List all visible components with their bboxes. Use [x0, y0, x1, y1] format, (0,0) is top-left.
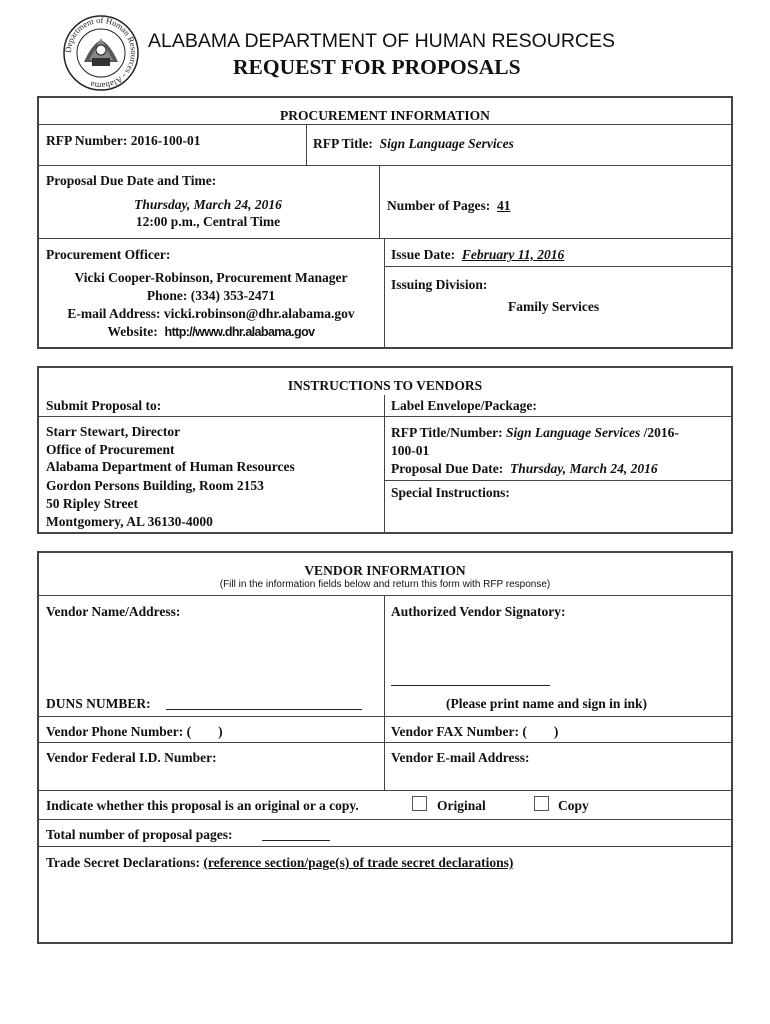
original-label: Original: [437, 798, 486, 813]
issue-date: February 11, 2016: [461, 247, 565, 262]
page-count: 41: [496, 198, 511, 213]
due-date-label: Proposal Due Date and Time:: [46, 173, 217, 188]
trade-secret-reference: (reference section/page(s) of trade secret declarations): [203, 855, 514, 870]
instructions-due-date: Proposal Due Date: Thursday, March 24, 2016: [391, 461, 658, 476]
agency-name: ALABAMA DEPARTMENT OF HUMAN RESOURCES: [148, 30, 616, 52]
due-time: 12:00 p.m., Central Time: [135, 214, 281, 229]
document-title: REQUEST FOR PROPOSALS: [233, 55, 521, 79]
address-line-2: Office of Procurement: [46, 442, 175, 457]
duns-input-line[interactable]: [166, 709, 362, 710]
duns-label: DUNS NUMBER:: [46, 696, 151, 711]
vendor-subheading: (Fill in the information fields below and return this form with RFP response): [219, 579, 551, 590]
address-line-5: 50 Ripley Street: [46, 496, 138, 511]
instructions-heading: INSTRUCTIONS TO VENDORS: [287, 378, 483, 393]
vendor-name-address-label: Vendor Name/Address:: [46, 604, 181, 619]
print-name-note: (Please print name and sign in ink): [446, 696, 648, 711]
pages-row: Number of Pages: 41: [387, 198, 511, 213]
website-link[interactable]: http://www.dhr.alabama.gov: [164, 325, 315, 339]
website-row: Website: http://www.dhr.alabama.gov: [107, 324, 315, 339]
vendor-fax-label[interactable]: Vendor FAX Number: ( ): [391, 724, 559, 739]
vendor-phone-label[interactable]: Vendor Phone Number: ( ): [46, 724, 223, 739]
rfp-number-label: RFP Number: 2016-100-01: [46, 133, 201, 148]
copy-label: Copy: [558, 798, 589, 813]
issuing-division: Family Services: [508, 299, 600, 314]
procurement-heading: PROCUREMENT INFORMATION: [280, 108, 490, 123]
address-line-1: Starr Stewart, Director: [46, 424, 181, 439]
submit-label: Submit Proposal to:: [46, 398, 162, 413]
address-line-3: Alabama Department of Human Resources: [46, 459, 295, 474]
authorized-signatory-label: Authorized Vendor Signatory:: [391, 604, 566, 619]
rfp-title: Sign Language Services: [379, 136, 514, 151]
officer-label: Procurement Officer:: [46, 247, 171, 262]
officer-email: E-mail Address: vicki.robinson@dhr.alabama.gov: [67, 306, 355, 321]
trade-secret-row: Trade Secret Declarations: (reference section/page(s) of trade secret declarations): [46, 855, 514, 870]
svg-text:Department of Human Resources: Department of Human Resources - Alabama: [62, 14, 140, 92]
rfp-title-number: RFP Title/Number: Sign Language Services /2016-: [391, 425, 679, 440]
vendor-heading: VENDOR INFORMATION: [304, 563, 466, 578]
issuing-division-label: Issuing Division:: [391, 277, 488, 292]
rfp-number: 2016-100-01: [130, 133, 201, 148]
original-checkbox[interactable]: [412, 796, 427, 811]
issue-date-row: Issue Date: February 11, 2016: [391, 247, 565, 262]
signatory-line[interactable]: [391, 685, 550, 686]
address-line-6: Montgomery, AL 36130-4000: [46, 514, 213, 529]
rfp-title-row: RFP Title: Sign Language Services: [313, 136, 514, 151]
address-line-4: Gordon Persons Building, Room 2153: [46, 478, 264, 493]
total-pages-label: Total number of proposal pages:: [46, 827, 233, 842]
special-instructions-label: Special Instructions:: [391, 485, 510, 500]
rfp-title-number-line2: 100-01: [391, 443, 430, 458]
label-envelope: Label Envelope/Package:: [391, 398, 537, 413]
agency-seal: [62, 14, 140, 92]
due-date: Thursday, March 24, 2016: [134, 197, 282, 212]
officer-name: Vicki Cooper-Robinson, Procurement Manager: [74, 270, 348, 285]
copy-checkbox[interactable]: [534, 796, 549, 811]
vendor-email-label[interactable]: Vendor E-mail Address:: [391, 750, 530, 765]
total-pages-input-line[interactable]: [262, 840, 330, 841]
original-copy-prompt: Indicate whether this proposal is an original or a copy.: [46, 798, 359, 813]
officer-phone: Phone: (334) 353-2471: [146, 288, 276, 303]
federal-id-label[interactable]: Vendor Federal I.D. Number:: [46, 750, 217, 765]
